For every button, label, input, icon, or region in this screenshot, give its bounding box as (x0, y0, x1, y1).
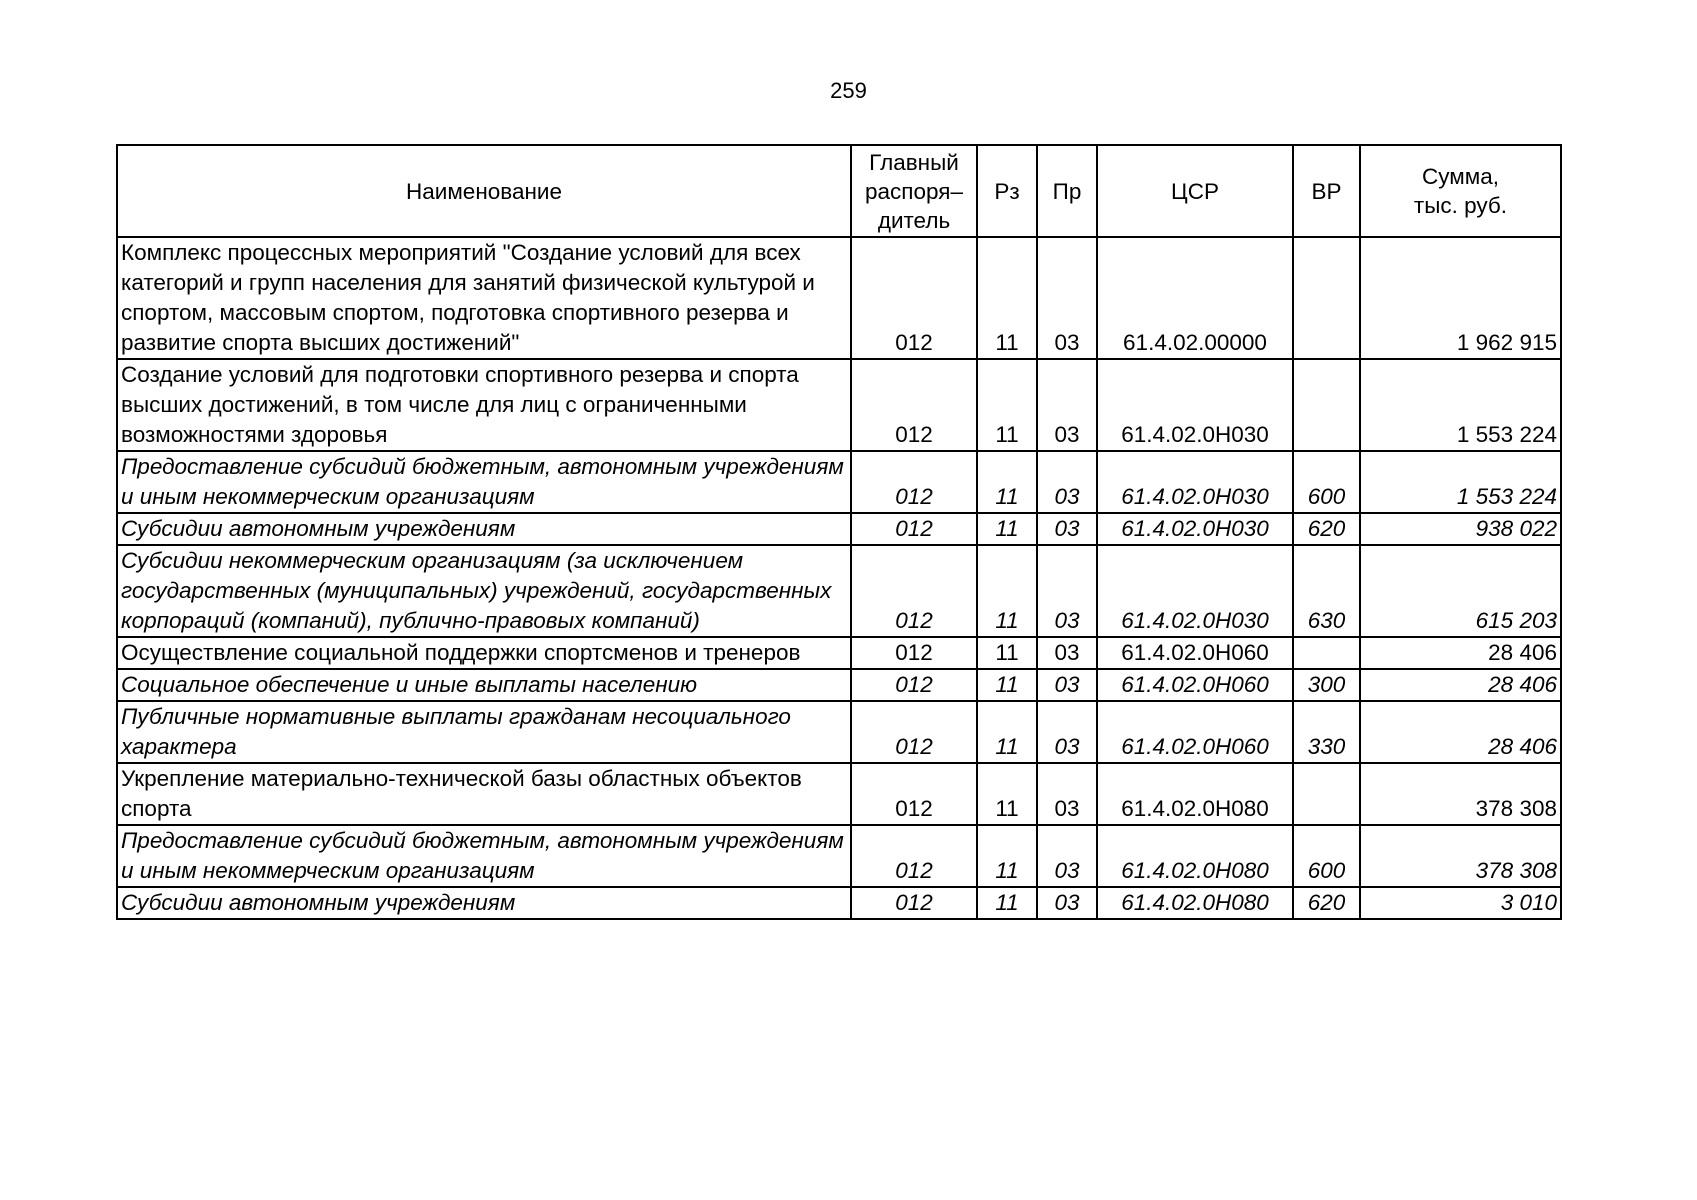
cell-csr: 61.4.02.0Н030 (1097, 451, 1293, 513)
cell-pr: 03 (1037, 825, 1097, 887)
table-row (117, 887, 1561, 919)
cell-main-manager: 012 (851, 451, 977, 513)
cell-pr: 03 (1037, 763, 1097, 825)
cell-csr: 61.4.02.0Н080 (1097, 763, 1293, 825)
cell-vr (1293, 359, 1360, 451)
cell-csr: 61.4.02.0Н030 (1097, 545, 1293, 637)
cell-main-manager: 012 (851, 637, 977, 669)
cell-name: Субсидии автономным учреждениям (117, 887, 851, 919)
cell-sum: 378 308 (1360, 825, 1561, 887)
header-sum: Сумма, тыс. руб. (1360, 145, 1561, 237)
table-row (117, 237, 1561, 359)
cell-pr: 03 (1037, 545, 1097, 637)
cell-rz: 11 (977, 359, 1037, 451)
cell-rz: 11 (977, 513, 1037, 545)
table-row (117, 545, 1561, 637)
cell-rz: 11 (977, 669, 1037, 701)
cell-vr: 300 (1293, 669, 1360, 701)
cell-sum: 28 406 (1360, 701, 1561, 763)
cell-name: Осуществление социальной поддержки спортсменов и тренеров (117, 637, 851, 669)
table-header (117, 145, 1561, 237)
cell-sum: 938 022 (1360, 513, 1561, 545)
table-row (117, 825, 1561, 887)
header-row (117, 145, 1561, 237)
header-vr: ВР (1293, 145, 1360, 237)
cell-sum: 1 553 224 (1360, 359, 1561, 451)
header-main-manager: Главный распоря– дитель (851, 145, 977, 237)
cell-vr: 330 (1293, 701, 1360, 763)
cell-pr: 03 (1037, 669, 1097, 701)
cell-main-manager: 012 (851, 359, 977, 451)
page-number: 259 (830, 78, 867, 103)
cell-rz: 11 (977, 887, 1037, 919)
cell-name: Предоставление субсидий бюджетным, автономным учреждениям и иным некоммерческим организациям (117, 451, 851, 513)
cell-sum: 378 308 (1360, 763, 1561, 825)
cell-main-manager: 012 (851, 825, 977, 887)
table-row (117, 637, 1561, 669)
cell-sum: 28 406 (1360, 669, 1561, 701)
cell-rz: 11 (977, 825, 1037, 887)
cell-sum: 615 203 (1360, 545, 1561, 637)
cell-main-manager: 012 (851, 763, 977, 825)
cell-vr (1293, 237, 1360, 359)
cell-pr: 03 (1037, 513, 1097, 545)
table-row (117, 701, 1561, 763)
cell-rz: 11 (977, 545, 1037, 637)
header-pr: Пр (1037, 145, 1097, 237)
cell-rz: 11 (977, 637, 1037, 669)
cell-vr: 600 (1293, 451, 1360, 513)
cell-name: Субсидии некоммерческим организациям (за исключением государственных (муниципальных) учреждений, государственных корпораций (компаний), публично-правовых компаний) (117, 545, 851, 637)
cell-csr: 61.4.02.0Н060 (1097, 637, 1293, 669)
cell-rz: 11 (977, 237, 1037, 359)
cell-main-manager: 012 (851, 887, 977, 919)
cell-vr (1293, 763, 1360, 825)
cell-rz: 11 (977, 701, 1037, 763)
cell-pr: 03 (1037, 701, 1097, 763)
cell-main-manager: 012 (851, 237, 977, 359)
cell-main-manager: 012 (851, 701, 977, 763)
table-row (117, 451, 1561, 513)
cell-name: Комплекс процессных мероприятий "Создание условий для всех категорий и групп населения для занятий физической культурой и спортом, массовым спортом, подготовка спортивного резерва и развитие спорта высших достижений" (117, 237, 851, 359)
cell-csr: 61.4.02.00000 (1097, 237, 1293, 359)
cell-vr: 600 (1293, 825, 1360, 887)
header-name: Наименование (117, 145, 851, 237)
cell-vr (1293, 637, 1360, 669)
cell-sum: 1 962 915 (1360, 237, 1561, 359)
cell-sum: 3 010 (1360, 887, 1561, 919)
cell-pr: 03 (1037, 359, 1097, 451)
cell-csr: 61.4.02.0Н060 (1097, 669, 1293, 701)
cell-pr: 03 (1037, 637, 1097, 669)
table-body (117, 237, 1561, 919)
cell-csr: 61.4.02.0Н030 (1097, 359, 1293, 451)
table-row (117, 359, 1561, 451)
header-rz: Рз (977, 145, 1037, 237)
cell-pr: 03 (1037, 451, 1097, 513)
cell-csr: 61.4.02.0Н060 (1097, 701, 1293, 763)
cell-rz: 11 (977, 763, 1037, 825)
cell-name: Социальное обеспечение и иные выплаты населению (117, 669, 851, 701)
header-csr: ЦСР (1097, 145, 1293, 237)
cell-name: Предоставление субсидий бюджетным, автономным учреждениям и иным некоммерческим организациям (117, 825, 851, 887)
cell-vr: 620 (1293, 513, 1360, 545)
cell-main-manager: 012 (851, 513, 977, 545)
cell-pr: 03 (1037, 237, 1097, 359)
cell-name: Субсидии автономным учреждениям (117, 513, 851, 545)
cell-sum: 1 553 224 (1360, 451, 1561, 513)
cell-main-manager: 012 (851, 669, 977, 701)
table-row (117, 763, 1561, 825)
cell-name: Создание условий для подготовки спортивного резерва и спорта высших достижений, в том числе для лиц с ограниченными возможностями здоровья (117, 359, 851, 451)
budget-table (116, 144, 1562, 920)
cell-csr: 61.4.02.0Н080 (1097, 887, 1293, 919)
cell-name: Публичные нормативные выплаты гражданам несоциального характера (117, 701, 851, 763)
cell-csr: 61.4.02.0Н030 (1097, 513, 1293, 545)
cell-name: Укрепление материально-технической базы областных объектов спорта (117, 763, 851, 825)
cell-rz: 11 (977, 451, 1037, 513)
cell-pr: 03 (1037, 887, 1097, 919)
cell-sum: 28 406 (1360, 637, 1561, 669)
cell-csr: 61.4.02.0Н080 (1097, 825, 1293, 887)
cell-vr: 630 (1293, 545, 1360, 637)
cell-main-manager: 012 (851, 545, 977, 637)
table-row (117, 513, 1561, 545)
table-row (117, 669, 1561, 701)
cell-vr: 620 (1293, 887, 1360, 919)
